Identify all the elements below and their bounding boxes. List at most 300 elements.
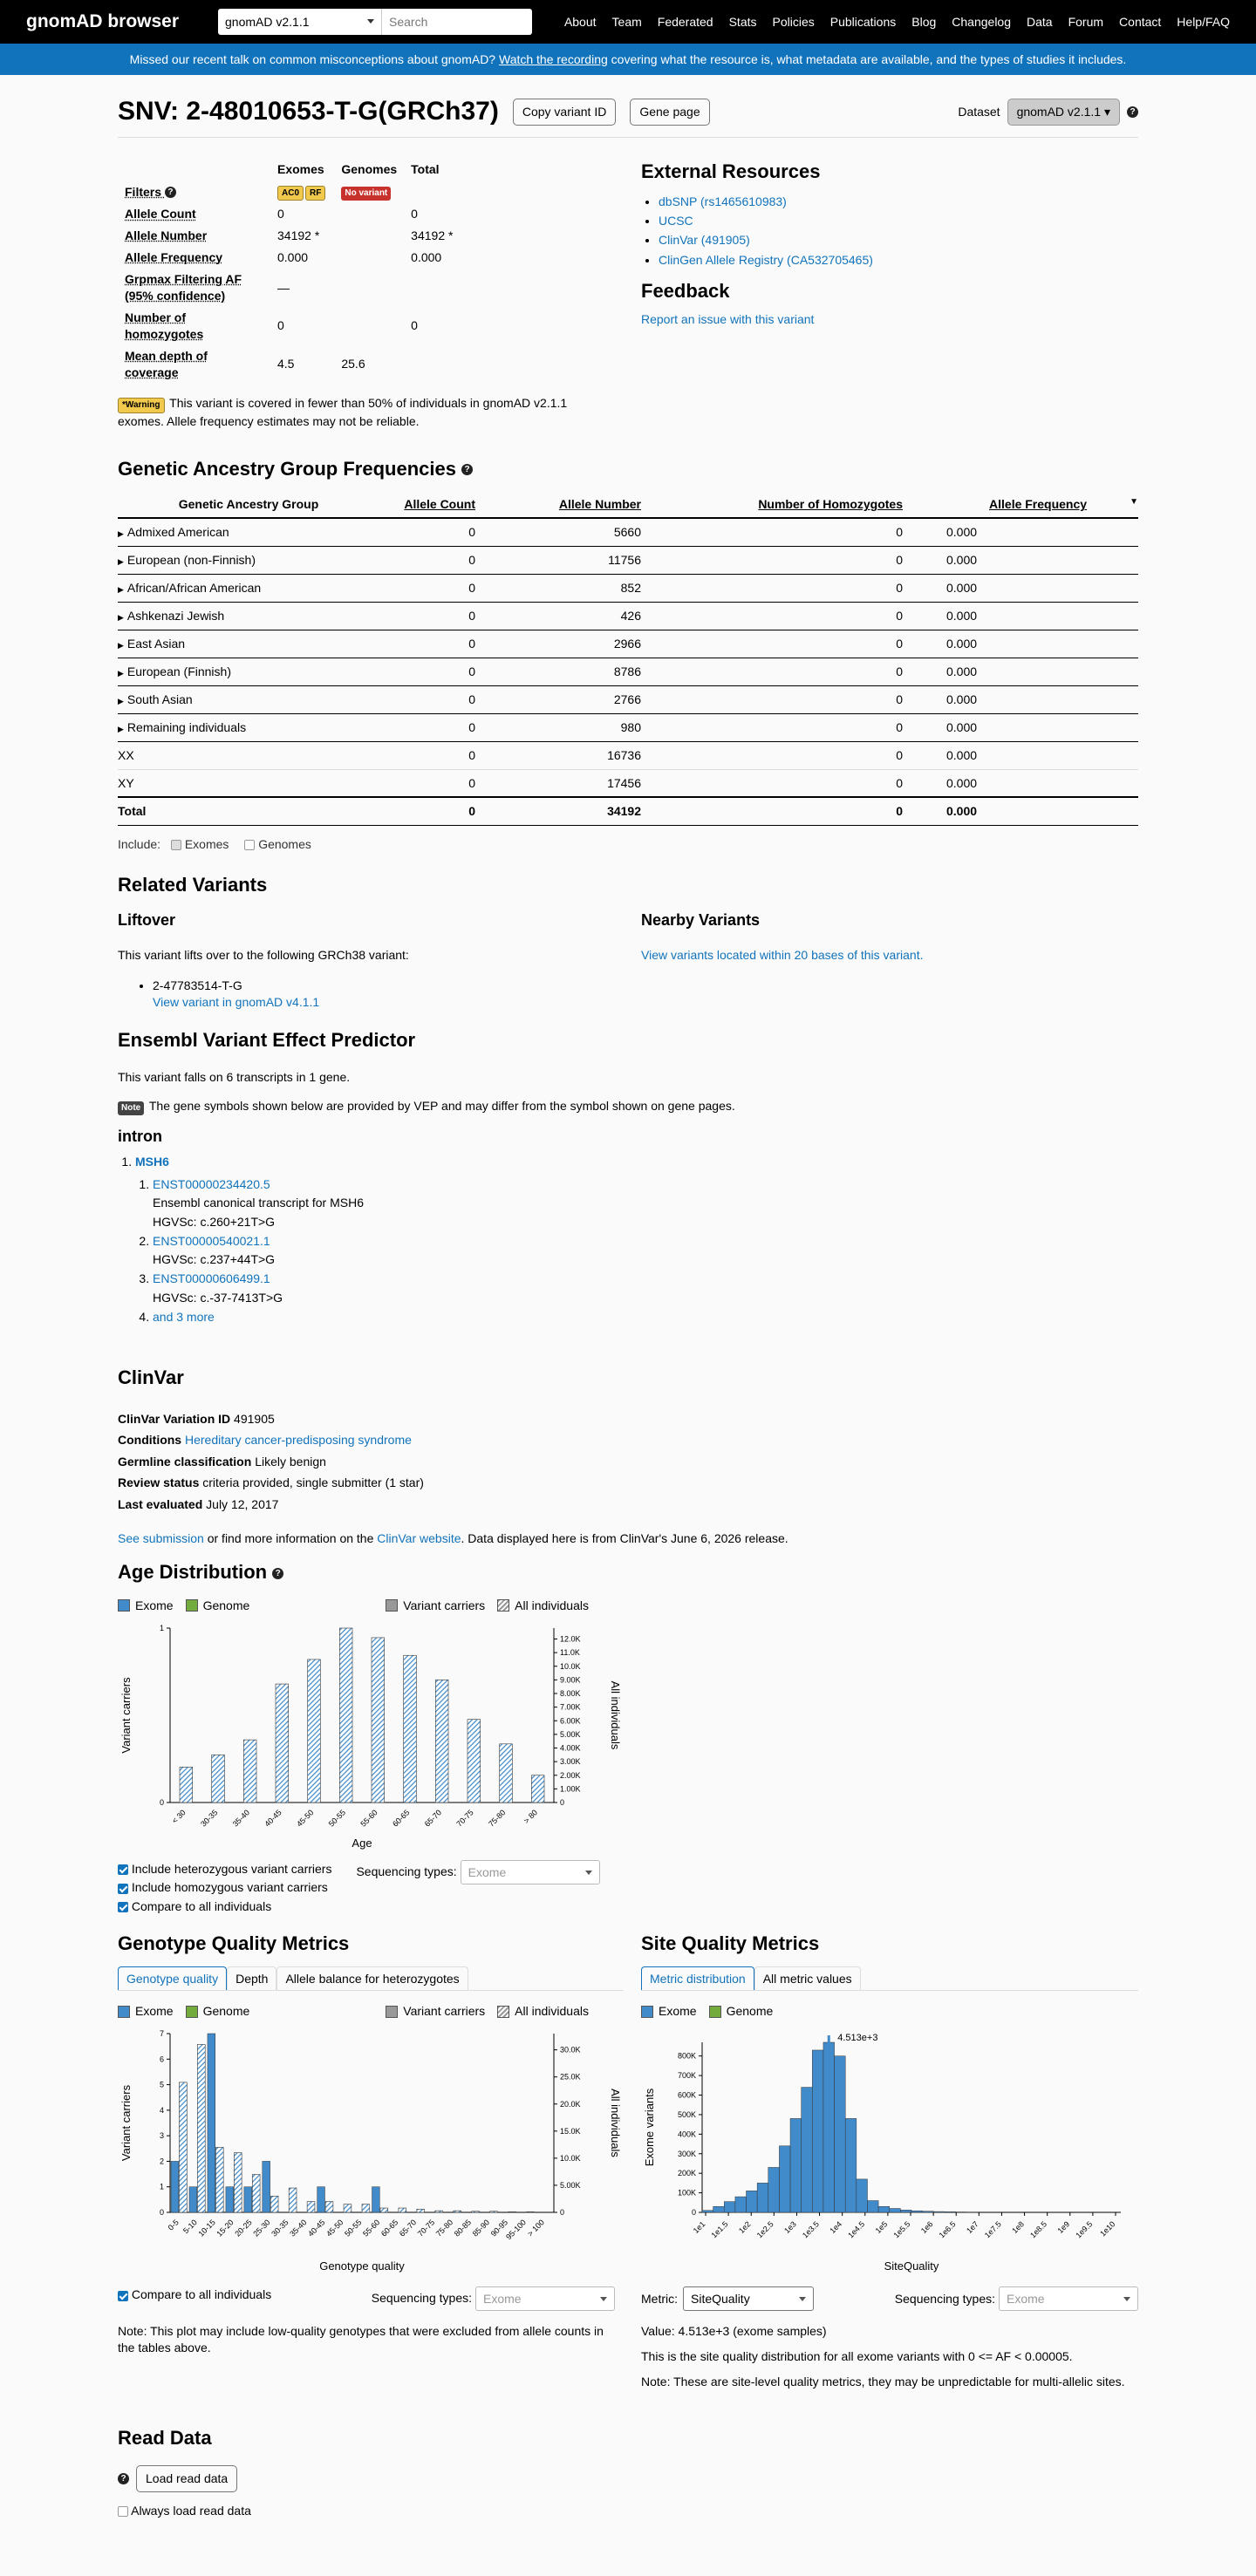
hom-carriers-checkbox[interactable]: [118, 1884, 128, 1894]
het-carriers-label: Include heterozygous variant carriers: [131, 1861, 332, 1876]
x-tick-label: > 100: [525, 2218, 546, 2239]
header-allele-number[interactable]: Allele Number: [475, 492, 641, 518]
consequence-title: intron: [118, 1127, 162, 1145]
homozygotes: 0: [641, 769, 903, 797]
table-row[interactable]: [118, 685, 1138, 713]
site-quality-section: [641, 1931, 1138, 2390]
clinvar-section: [118, 1365, 1138, 1547]
homozygotes: 0: [641, 741, 903, 769]
table-row[interactable]: [118, 713, 1138, 741]
transcript-item: [153, 1270, 1138, 1307]
liftover-text: This variant lifts over to the following GRCh38 variant:: [118, 947, 409, 962]
y-tick-label: 800K: [677, 2052, 696, 2061]
external-links: [641, 192, 1138, 270]
clinvar-foot-post: . Data displayed here is from ClinVar's June 6, 2026 release.: [461, 1531, 788, 1546]
summary-exome-value: 34192 *: [277, 228, 320, 243]
all-individuals-bar: [531, 1775, 544, 1803]
homozygotes: 0: [641, 518, 903, 546]
x-tick-label: 45-50: [295, 1808, 316, 1829]
x-tick-label: 35-40: [230, 1808, 252, 1829]
x-tick-label: 25-30: [251, 2218, 272, 2239]
carrier-bar: [226, 2187, 234, 2212]
header-homozygotes[interactable]: Number of Homozygotes: [641, 492, 903, 518]
allele-count: 0: [379, 797, 475, 825]
x-tick-label: 50-55: [326, 1808, 348, 1829]
header-group[interactable]: Genetic Ancestry Group: [118, 492, 379, 518]
external-link[interactable]: UCSC: [659, 214, 693, 228]
all-individuals-bar: [468, 1720, 481, 1803]
filters-label: Filters: [125, 184, 162, 199]
allele-number: 8786: [475, 658, 641, 685]
hgvs: HGVSc: c.260+21T>G: [153, 1215, 276, 1230]
all-individuals-bar: [454, 2211, 461, 2213]
vep-title: Ensembl Variant Effect Predictor: [118, 1029, 416, 1052]
announcement-banner: [0, 44, 1256, 75]
metric-label: Metric:: [641, 2291, 678, 2306]
y-tick-label: 3: [159, 2131, 164, 2141]
histogram-bar: [835, 2056, 846, 2212]
histogram-bar: [900, 2211, 911, 2213]
nav-link-federated[interactable]: Federated: [657, 14, 713, 29]
x-tick-label: 40-45: [263, 1808, 283, 1829]
y2-tick-label: 12.0K: [560, 1634, 581, 1644]
summary-row-label: Allele Number: [125, 228, 208, 243]
nav-link-publications[interactable]: Publications: [829, 14, 897, 29]
y2-axis-label: All individuals: [609, 1680, 622, 1750]
allele-frequency: 0.000: [903, 518, 1138, 546]
expand-icon[interactable]: ▶: [118, 612, 124, 622]
y-tick-label: 1: [159, 1623, 164, 1632]
header-allele-frequency[interactable]: [903, 492, 1138, 518]
y-tick-label: 4: [159, 2106, 164, 2116]
all-individuals-bar: [276, 1684, 289, 1803]
x-tick-label: 1e3.5: [800, 2219, 821, 2240]
all-individuals-swatch: [497, 1599, 509, 1612]
group-name: South Asian: [126, 692, 193, 706]
expand-icon[interactable]: ▶: [118, 696, 124, 705]
x-tick-label: < 30: [170, 1808, 188, 1825]
homozygotes: 0: [641, 797, 903, 825]
allele-number: 5660: [475, 518, 641, 546]
allele-frequency: 0.000: [903, 685, 1138, 713]
dataset-dropdown[interactable]: gnomAD v2.1.1 ▾: [1007, 99, 1120, 126]
ancestry-table: [118, 492, 1138, 825]
external-link[interactable]: ClinVar (491905): [659, 233, 750, 248]
vep-text: This variant falls on 6 transcripts in 1 gene.: [118, 1070, 351, 1085]
external-resources: [641, 159, 1138, 430]
compare-all-checkbox[interactable]: [118, 2291, 128, 2301]
x-tick-label: 1e9.5: [1074, 2219, 1095, 2240]
vep-section: [118, 1027, 1138, 1326]
y2-axis-label: All individuals: [609, 2089, 622, 2158]
condition-link[interactable]: Hereditary cancer-predisposing syndrome: [185, 1433, 412, 1448]
help-icon[interactable]: ?: [1127, 106, 1138, 118]
clinvar-foot-text: or find more information on the: [207, 1531, 374, 1546]
summary-table: [118, 159, 460, 383]
seq-types-select[interactable]: Exome: [461, 1860, 600, 1884]
nav-link-changelog[interactable]: Changelog: [952, 14, 1012, 29]
histogram-bar: [779, 2146, 790, 2212]
genome-swatch: [709, 2006, 721, 2018]
allele-count: 0: [379, 518, 475, 546]
nav-link-contact[interactable]: Contact: [1119, 14, 1162, 29]
flag-badge: AC0: [277, 186, 304, 201]
tab-metric-distribution[interactable]: Metric distribution: [641, 1966, 754, 1990]
carrier-bar: [208, 2034, 215, 2212]
sq-tabs: [641, 1966, 1138, 1991]
always-load-checkbox[interactable]: [118, 2506, 128, 2517]
external-link[interactable]: dbSNP (rs1465610983): [659, 194, 787, 208]
allele-frequency: 0.000: [903, 574, 1138, 602]
nearby-variants-link[interactable]: View variants located within 20 bases of this variant.: [641, 947, 924, 962]
all-individuals-bar: [500, 1744, 513, 1803]
allele-frequency: 0.000: [903, 769, 1138, 797]
allele-number: 852: [475, 574, 641, 602]
compare-all-checkbox[interactable]: [118, 1902, 128, 1912]
allele-number: 2766: [475, 685, 641, 713]
x-tick-label: 20-25: [233, 2218, 254, 2239]
variant-title-row: [118, 87, 1138, 138]
y2-tick-label: 5.00K: [560, 2181, 581, 2191]
last-evaluated-label: Last evaluated: [118, 1496, 203, 1511]
all-individuals-bar: [344, 2205, 352, 2212]
all-individuals-bar: [197, 2045, 205, 2213]
histogram-bar: [757, 2184, 768, 2213]
review-value: criteria provided, single submitter (1 star): [202, 1475, 424, 1490]
group-name: Admixed American: [126, 525, 229, 540]
last-evaluated-value: July 12, 2017: [206, 1496, 279, 1511]
help-icon[interactable]: ?: [461, 464, 473, 475]
expand-icon[interactable]: ▶: [118, 556, 124, 566]
table-row[interactable]: [118, 546, 1138, 574]
hgvs: HGVSc: c.237+44T>G: [153, 1252, 276, 1267]
table-row: [118, 797, 1138, 825]
histogram-bar: [945, 2212, 956, 2213]
allele-frequency: 0.000: [903, 797, 1138, 825]
x-tick-label: 30-35: [199, 1808, 220, 1829]
all-individuals-bar: [404, 1655, 417, 1803]
table-row[interactable]: [118, 602, 1138, 630]
legend-exome: Exome: [135, 1598, 174, 1612]
x-tick-label: 1e2.5: [754, 2219, 775, 2240]
allele-count: 0: [379, 741, 475, 769]
histogram-bar: [923, 2211, 934, 2212]
histogram-bar: [713, 2207, 725, 2213]
y2-tick-label: 5.00K: [560, 1729, 581, 1739]
all-individuals-bar: [435, 2211, 443, 2213]
y2-tick-label: 6.00K: [560, 1716, 581, 1726]
exomes-label: Exomes: [184, 836, 229, 851]
warning-badge: *Warning: [118, 398, 165, 413]
x-tick-label: 1e7.5: [982, 2219, 1003, 2240]
histogram-bar: [702, 2211, 713, 2212]
histogram-bar: [823, 2042, 835, 2212]
x-tick-label: 65-70: [397, 2218, 419, 2239]
genotype-quality-section: [118, 1931, 624, 2390]
help-icon[interactable]: ?: [165, 187, 176, 198]
nav-link-data[interactable]: Data: [1027, 14, 1053, 29]
x-tick-label: 1e7: [965, 2219, 980, 2236]
related-variants-section: [118, 872, 1138, 1011]
always-load-label: Always load read data: [131, 2503, 251, 2518]
homozygotes: 0: [641, 574, 903, 602]
histogram-bar: [724, 2202, 735, 2212]
tab-allele-balance[interactable]: Allele balance for heterozygotes: [276, 1966, 468, 1990]
external-title: External Resources: [641, 160, 821, 182]
summary-exome-value: —: [277, 280, 290, 295]
summary-row-label: Mean depth of coverage: [125, 348, 208, 379]
nav-link-policies[interactable]: Policies: [772, 14, 815, 29]
dataset-dropdown-label: gnomAD v2.1.1: [1016, 105, 1102, 119]
group-name: African/African American: [126, 580, 262, 595]
nav-link-forum[interactable]: Forum: [1068, 14, 1104, 29]
carrier-bar: [171, 2162, 179, 2213]
summary-genome-value: [334, 269, 404, 307]
histogram-bar: [845, 2119, 857, 2213]
x-tick-label: 75-80: [487, 1808, 508, 1829]
seq-types-select[interactable]: Exome: [999, 2286, 1138, 2311]
nav-link-helpfaq[interactable]: Help/FAQ: [1177, 14, 1230, 29]
allele-frequency: 0.000: [903, 658, 1138, 685]
summary-genome-value: [334, 203, 404, 225]
liftover-variant: 2-47783514-T-G: [153, 978, 242, 992]
all-individuals-bar: [339, 1628, 352, 1803]
nav-links: [564, 14, 1230, 31]
help-icon[interactable]: ?: [118, 2473, 129, 2484]
allele-count: 0: [379, 630, 475, 658]
transcript-link[interactable]: ENST00000540021.1: [153, 1233, 270, 1248]
seq-types-label: Sequencing types:: [356, 1864, 457, 1878]
tab-depth[interactable]: Depth: [227, 1966, 276, 1990]
dataset-label: Dataset: [958, 105, 1000, 119]
allele-number: 17456: [475, 769, 641, 797]
report-issue-link[interactable]: Report an issue with this variant: [641, 311, 815, 326]
all-individuals-bar: [399, 2208, 406, 2212]
histogram-bar: [735, 2197, 747, 2212]
all-individuals-bar: [527, 2212, 535, 2213]
y-tick-label: 6: [159, 2055, 164, 2064]
allele-frequency: 0.000: [903, 630, 1138, 658]
expand-icon[interactable]: ▶: [118, 529, 124, 539]
load-read-data-button[interactable]: Load read data: [136, 2465, 237, 2492]
banner-link[interactable]: Watch the recording: [499, 52, 608, 66]
header-allele-count[interactable]: Allele Count: [379, 492, 475, 518]
table-row[interactable]: [118, 658, 1138, 685]
header-af-label: Allele Frequency: [989, 497, 1088, 512]
sq-title: Site Quality Metrics: [641, 1932, 820, 1954]
nav-link-blog[interactable]: Blog: [911, 14, 937, 29]
carrier-bar: [189, 2187, 197, 2212]
x-tick-label: 90-95: [488, 2218, 510, 2239]
clinvar-website-link[interactable]: ClinVar website: [377, 1531, 461, 1546]
copy-variant-id-button[interactable]: Copy variant ID: [513, 99, 616, 126]
clinvar-id: 491905: [234, 1411, 275, 1426]
histogram-bar: [747, 2191, 758, 2213]
hgvs: HGVSc: c.-37-7413T>G: [153, 1290, 283, 1305]
vep-note: The gene symbols shown below are provided by VEP and may differ from the symbol shown on gene pages.: [148, 1099, 735, 1113]
genomes-checkbox[interactable]: [244, 840, 255, 850]
y2-tick-label: 3.00K: [560, 1756, 581, 1766]
review-label: Review status: [118, 1475, 200, 1490]
table-row[interactable]: [118, 574, 1138, 602]
nav-link-team[interactable]: Team: [611, 14, 642, 29]
legend-genome: Genome: [202, 1598, 250, 1612]
y2-tick-label: 11.0K: [560, 1647, 580, 1657]
y2-tick-label: 1.00K: [560, 1784, 581, 1794]
summary-total-value: [404, 345, 460, 384]
include-label: Include:: [118, 836, 161, 851]
sq-note: Note: These are site-level quality metrics, they may be unpredictable for multi-allelic sites.: [641, 2375, 1125, 2389]
x-tick-label: 1e5.5: [891, 2219, 912, 2240]
y2-tick-label: 2.00K: [560, 1770, 581, 1780]
exomes-checkbox[interactable]: [171, 840, 181, 850]
table-row[interactable]: [118, 518, 1138, 546]
allele-count: 0: [379, 574, 475, 602]
genome-swatch: [186, 1599, 198, 1612]
dataset-switcher: [958, 99, 1138, 126]
compare-all-label: Compare to all individuals: [131, 1899, 272, 1914]
x-axis-label: SiteQuality: [884, 2259, 939, 2273]
all-individuals-bar: [380, 2208, 388, 2212]
transcript-link[interactable]: ENST00000606499.1: [153, 1271, 270, 1286]
allele-count: 0: [379, 602, 475, 630]
summary-row-label: Allele Count: [125, 207, 196, 221]
y2-tick-label: 9.00K: [560, 1675, 581, 1685]
x-axis-label: Genotype quality: [319, 2259, 405, 2273]
x-tick-label: 15-20: [215, 2218, 236, 2239]
x-tick-label: 1e6.5: [937, 2219, 958, 2240]
x-tick-label: 65-70: [422, 1808, 444, 1829]
expand-icon[interactable]: ▶: [118, 668, 124, 678]
histogram-bar: [857, 2179, 868, 2212]
see-submission-link[interactable]: See submission: [118, 1531, 204, 1546]
banner-text-post: covering what the resource is, what metadata are available, and the types of studies it includes.: [611, 52, 1127, 66]
liftover-link[interactable]: View variant in gnomAD v4.1.1: [153, 994, 320, 1009]
y2-tick-label: 8.00K: [560, 1688, 581, 1698]
summary-genome-value: [334, 307, 404, 345]
all-individuals-bar: [325, 2202, 333, 2212]
group-name: Total: [118, 804, 147, 819]
x-tick-label: 1e10: [1098, 2219, 1117, 2239]
page-title: SNV: 2-48010653-T-G(GRCh37): [118, 97, 499, 126]
y-tick-label: 7: [159, 2029, 164, 2039]
allele-number: 426: [475, 602, 641, 630]
gene-link[interactable]: MSH6: [135, 1154, 169, 1169]
age-chart: [118, 1619, 624, 1850]
summary-total-value: 0.000: [411, 250, 442, 265]
y-axis-label: Variant carriers: [119, 1677, 133, 1754]
y-axis-label: Exome variants: [643, 2089, 656, 2167]
age-distribution-section: [118, 1559, 624, 1917]
app-logo[interactable]: gnomAD browser: [26, 10, 180, 31]
all-individuals-bar: [234, 2153, 242, 2212]
x-tick-label: 70-75: [415, 2218, 437, 2239]
legend-carriers: Variant carriers: [403, 2004, 486, 2019]
x-tick-label: 55-60: [361, 2218, 382, 2239]
clinvar-id-label: ClinVar Variation ID: [118, 1411, 231, 1426]
homozygotes: 0: [641, 546, 903, 574]
homozygotes: 0: [641, 602, 903, 630]
gq-tabs: [118, 1966, 624, 1991]
homozygotes: 0: [641, 713, 903, 741]
more-transcripts-link[interactable]: and 3 more: [153, 1309, 215, 1324]
x-tick-label: 1e8: [1010, 2219, 1026, 2236]
sq-dist-text: This is the site quality distribution for all exome variants with 0 <= AF < 0.00005.: [641, 2349, 1073, 2364]
ancestry-section: [118, 456, 1138, 853]
summary-genome-value: [334, 225, 404, 247]
y-tick-label: 400K: [677, 2130, 696, 2139]
y-tick-label: 500K: [677, 2110, 696, 2120]
allele-frequency: 0.000: [903, 741, 1138, 769]
gene-page-button[interactable]: Gene page: [630, 99, 709, 126]
all-individuals-bar: [243, 1740, 256, 1803]
x-tick-label: 1e1: [691, 2219, 707, 2236]
group-name: European (non-Finnish): [126, 552, 256, 567]
summary-row-label: Allele Frequency: [125, 250, 223, 265]
sq-value-text: Value: 4.513e+3 (exome samples): [641, 2324, 827, 2339]
expand-icon[interactable]: ▶: [118, 584, 124, 594]
expand-icon[interactable]: ▶: [118, 724, 124, 733]
y2-tick-label: 10.0K: [560, 1661, 581, 1671]
y-tick-label: 100K: [677, 2188, 696, 2198]
legend-all-individuals: All individuals: [515, 2004, 589, 2019]
carrier-bar: [244, 2187, 252, 2212]
allele-frequency: 0.000: [903, 713, 1138, 741]
y2-tick-label: 0: [560, 2208, 565, 2218]
all-individuals-bar: [289, 2188, 297, 2212]
allele-count: 0: [379, 713, 475, 741]
clinvar-title: ClinVar: [118, 1366, 184, 1389]
dataset-select[interactable]: gnomAD v2.1.1: [218, 9, 382, 35]
related-title: Related Variants: [118, 873, 268, 896]
col-exomes: Exomes: [277, 162, 324, 176]
metric-select[interactable]: SiteQuality: [683, 2286, 814, 2311]
external-link[interactable]: ClinGen Allele Registry (CA532705465): [659, 252, 873, 267]
x-tick-label: 1e3: [782, 2219, 798, 2236]
legend-genome: Genome: [726, 2004, 774, 2019]
nav-link-about[interactable]: About: [563, 14, 597, 29]
y-tick-label: 1: [159, 2183, 164, 2192]
tab-genotype-quality[interactable]: Genotype quality: [118, 1966, 227, 1990]
summary-section: [118, 159, 1138, 430]
tab-all-metric-values[interactable]: All metric values: [754, 1966, 861, 1990]
y-tick-label: 0: [159, 2208, 164, 2218]
x-tick-label: 10-15: [196, 2218, 217, 2239]
all-individuals-bar: [270, 2197, 278, 2213]
expand-icon[interactable]: ▶: [118, 640, 124, 650]
allele-count: 0: [379, 685, 475, 713]
top-navbar: [0, 0, 1256, 44]
germline-label: Germline classification: [118, 1454, 252, 1469]
seq-types-select[interactable]: Exome: [475, 2286, 615, 2311]
y2-tick-label: 30.0K: [560, 2046, 581, 2055]
nav-link-stats[interactable]: Stats: [728, 14, 757, 29]
x-tick-label: 60-65: [379, 2218, 400, 2239]
search-input[interactable]: Search: [389, 15, 428, 29]
help-icon[interactable]: ?: [272, 1568, 283, 1579]
exome-swatch: [118, 2006, 130, 2018]
banner-text: Missed our recent talk on common misconceptions about gnomAD?: [129, 52, 496, 66]
col-genomes: Genomes: [341, 162, 398, 176]
transcript-link[interactable]: ENST00000234420.5: [153, 1176, 270, 1191]
table-row[interactable]: [118, 630, 1138, 658]
histogram-bar: [867, 2201, 878, 2212]
age-legend: [118, 1598, 624, 1614]
het-carriers-checkbox[interactable]: [118, 1864, 128, 1875]
no-variant-badge: No variant: [341, 187, 391, 201]
sq-legend: [641, 2003, 1138, 2020]
nearby-title: Nearby Variants: [641, 911, 761, 930]
